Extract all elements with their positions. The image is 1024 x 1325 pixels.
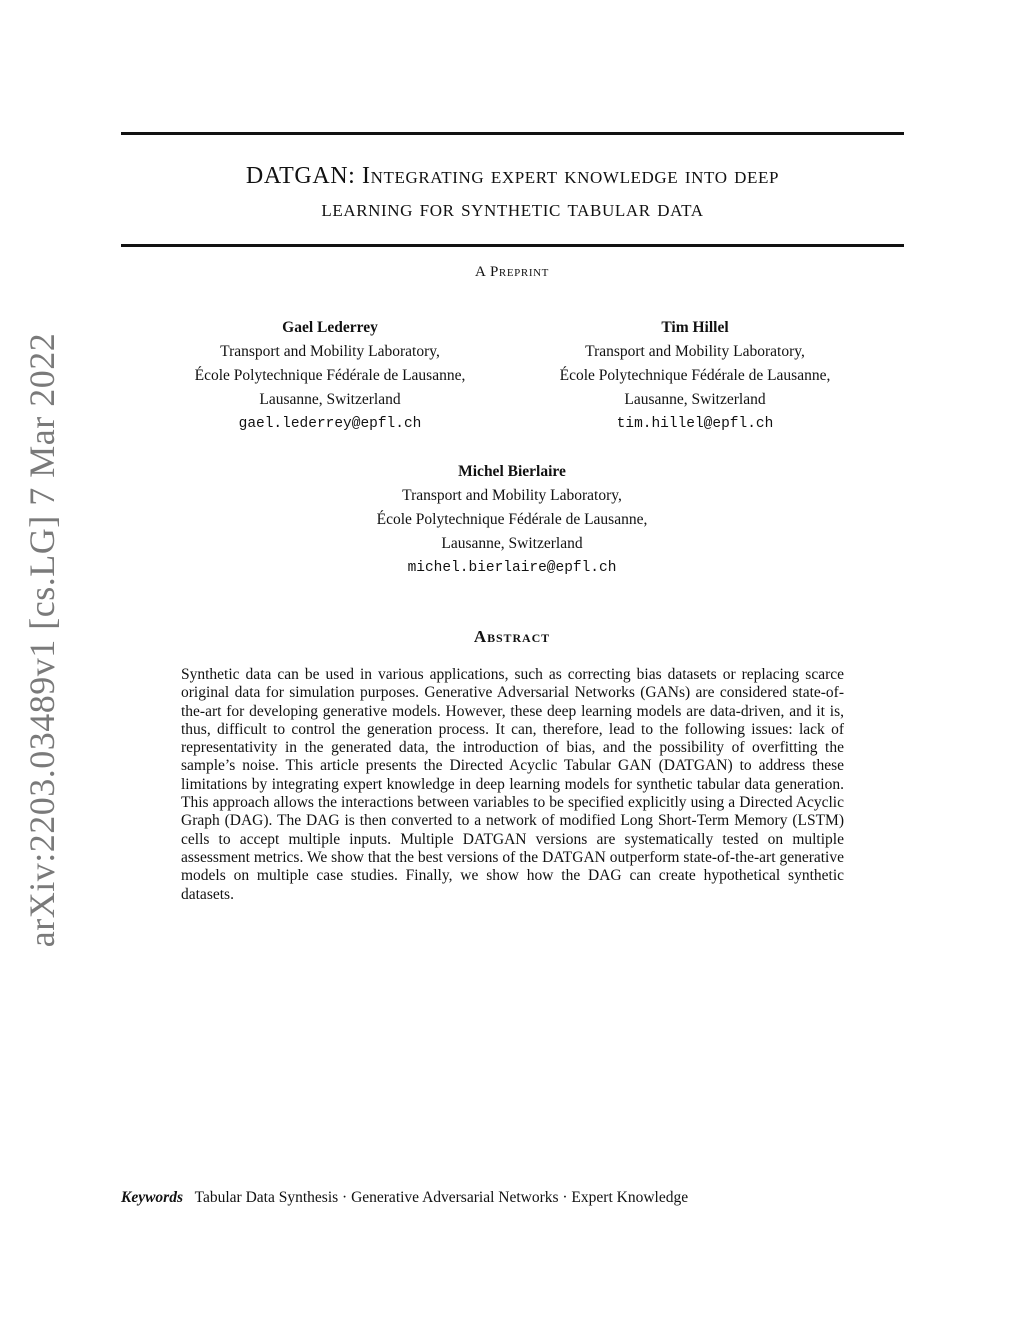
title-bottom-rule: [121, 244, 904, 247]
author-name: Tim Hillel: [661, 319, 729, 336]
author-name: Gael Lederrey: [282, 319, 378, 336]
keywords-label: Keywords: [121, 1189, 183, 1206]
author-block: [170, 316, 490, 436]
author-email: michel.bierlaire@epfl.ch: [407, 560, 617, 576]
author-email: tim.hillel@epfl.ch: [616, 416, 774, 432]
author-affiliation: École Polytechnique Fédérale de Lausanne,: [559, 367, 831, 384]
keywords-text: Tabular Data Synthesis · Generative Adversarial Networks · Expert Knowledge: [194, 1189, 689, 1206]
author-affiliation: Transport and Mobility Laboratory,: [585, 343, 805, 360]
author-affiliation: Lausanne, Switzerland: [259, 391, 401, 408]
author-affiliation: Lausanne, Switzerland: [441, 535, 583, 552]
arxiv-identifier-text: arXiv:2203.03489v1 [cs.LG] 7 Mar 2022: [22, 332, 62, 948]
author-email: gael.lederrey@epfl.ch: [238, 416, 422, 432]
author-affiliation: Lausanne, Switzerland: [624, 391, 766, 408]
author-block: [352, 460, 672, 580]
abstract-heading: Abstract: [473, 627, 551, 646]
title-top-rule: [121, 132, 904, 135]
paper-title-line-1: DATGAN: Integrating expert knowledge into deep: [245, 163, 780, 189]
preprint-label: A Preprint: [475, 264, 549, 280]
author-affiliation: École Polytechnique Fédérale de Lausanne,: [376, 511, 648, 528]
keywords-line: [121, 1189, 688, 1207]
author-block: [535, 316, 855, 436]
abstract-text: Synthetic data can be used in various applications, such as correcting bias datasets or replacing scarce original data for simulation purposes. Generative Adversarial Networks (GANs) are considered state-of-the-art for developing generative models. However, these deep learning models are data-driven, and it is, thus, difficult to control the generation process. It can, therefore, lead to the following issues: lack of representativity in the generated data, the introduction of bias, and the possibility of overfitting the sample’s noise. This article presents the Directed Acyclic Tabular GAN (DATGAN) to address these limitations by integrating expert knowledge in deep learning models for synthetic tabular data generation. This approach allows the interactions between variables to be specified explicitly using a Directed Acyclic Graph (DAG). The DAG is then converted to a network of modified Long Short-Term Memory (LSTM) cells to accept multiple inputs. Multiple DATGAN versions are systematically tested on multiple assessment metrics. We show that the best versions of the DATGAN outperform state-of-the-art generative models on multiple case studies. Finally, we show how the DAG can create hypothetical synthetic datasets.: [181, 666, 844, 903]
author-affiliation: Transport and Mobility Laboratory,: [220, 343, 440, 360]
paper-title-line-2: learning for synthetic tabular data: [321, 196, 704, 222]
paper-title: [121, 160, 904, 226]
author-name: Michel Bierlaire: [458, 463, 566, 480]
author-affiliation: École Polytechnique Fédérale de Lausanne,: [194, 367, 466, 384]
author-affiliation: Transport and Mobility Laboratory,: [402, 487, 622, 504]
